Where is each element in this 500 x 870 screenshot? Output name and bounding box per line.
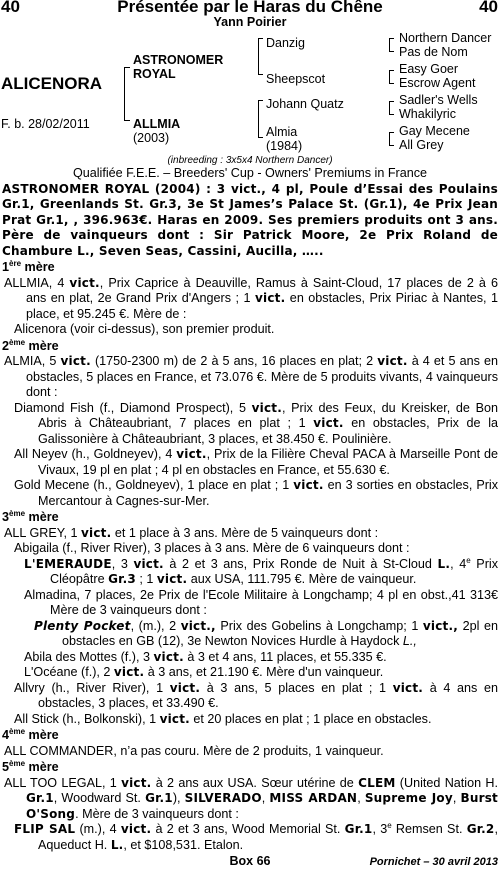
- second-dam-heading: 2ème mère: [2, 337, 59, 353]
- second-dam-entry: ALMIA, 5 vict. (1750-2300 m) de 2 à 5 ans, 16 places en plat; 2 vict. à 4 et 5 ans en obstacles, 5 places en France, et 73.076 €. Mère de 5 produits vivants, 4 vainqueurs dont :: [4, 354, 498, 399]
- dam-sire: Johann Quatz: [266, 97, 344, 111]
- produce-lemeraude: L'EMERAUDE, 3 vict. à 2 et 3 ans, Prix Ronde de Nuit à St-Cloud L., 4e Prix Cléopâtre Gr.3 ; 1 vict. aux USA, 111.795 €. Mère de vainqueur.: [24, 555, 498, 586]
- qualification-line: Qualifiée F.E.E. – Breeders' Cup - Owners' Premiums in France: [72, 166, 428, 180]
- inbreeding-note: (inbreeding : 3x5x4 Northern Dancer): [167, 155, 333, 166]
- produce-allvry: Allvry (h., River River), 1 vict. à 3 ans, 5 places en plat ; 1 vict. à 4 ans en obstacles, 3 places, et 33.490 €.: [14, 680, 498, 710]
- sire-name-2: ROYAL: [133, 67, 176, 81]
- sire-sire: Danzig: [266, 36, 305, 50]
- sire-name-1: ASTRONOMER: [133, 53, 224, 67]
- fourth-dam-heading: 4ème mère: [2, 726, 59, 742]
- sire-paragraph: ASTRONOMER ROYAL (2004) : 3 vict., 4 pl, Poule d’Essai des Poulains Gr.1, Greenlands St. Gr.3, 3e St James’s Palace St. (Gr.1), 4e Prix Jean Prat Gr.1, , 396.963€. Haras en 2009. Ses premiers produits ont 3 ans. Père de vainqueurs dont : Sir Patrick Moore, 2e Prix Roland de Chambure L., Seven Seas, Cassini, Aucilla, …..: [2, 181, 498, 258]
- box-number: Box 66: [229, 854, 271, 868]
- page-title: Présentée par le Haras du Chêne: [117, 0, 383, 16]
- lot-number-left: 40: [1, 0, 20, 16]
- gen3-7: Gay Mecene: [399, 124, 470, 138]
- dam-dam-year: (1984): [266, 139, 303, 153]
- first-dam-entry: ALLMIA, 4 vict., Prix Caprice à Deauville, Ramus à Saint-Cloud, 17 places de 2 à 6 ans en plat, 2e Grand Prix d'Angers ; 1 vict. en obstacles, Prix Piriac à Nantes, 1 place, et 95.245 €. Mère de :: [4, 275, 499, 321]
- produce-almadina: Almadina, 7 places, 2e Prix de l'Ecole Militaire à Longchamp; 4 pl en obst.,41 313€ Mère de 3 vainqueurs dont :: [24, 587, 498, 617]
- dam-year: (2003): [133, 131, 170, 145]
- gen3-3: Easy Goer: [399, 62, 459, 76]
- produce-diamond-fish: Diamond Fish (f., Diamond Prospect), 5 vict., Prix des Feux, du Kreisker, de Bon Abris à Châteaubriant, 7 places en plat ; 1 vict. en obstacles, Prix de la Galissonière à Châteaubriant, 3 places, et 38.450 €. Poulinière.: [14, 400, 499, 446]
- gen3-6: Whakilyric: [399, 107, 456, 121]
- fifth-dam-entry: ALL TOO LEGAL, 1 vict. à 2 ans aux USA. Sœur utérine de CLEM (United Nation H. Gr.1, Woodward St. Gr.1), SILVERADO, MISS ARDAN, Supreme Joy, Burst O'Song. Mère de 3 vainqueurs dont :: [4, 775, 499, 821]
- fourth-dam-entry: ALL COMMANDER, n’a pas couru. Mère de 2 produits, 1 vainqueur.: [4, 743, 384, 758]
- produce-all-neyev: All Neyev (h., Goldneyev), 4 vict., Prix de la Filière Cheval PACA à Marseille Pont de Vivaux, 19 pl en plat ; 4 pl en obstacles en France, et 55.630 €.: [14, 447, 498, 477]
- lot-number-right: 40: [479, 0, 498, 16]
- produce-all-stick: All Stick (h., Bolkonski), 1 vict. et 20 places en plat ; 1 place en obstacles.: [14, 711, 432, 726]
- sale-date: Pornichet – 30 avril 2013: [369, 856, 498, 868]
- produce-locEane: L'Océane (f.), 2 vict. à 3 ans, et 21.190 €. Mère d'un vainqueur.: [24, 665, 384, 679]
- first-dam-heading: 1ère mère: [2, 258, 55, 274]
- gen3-8: All Grey: [399, 138, 444, 152]
- produce-flip-sal: FLIP SAL (m.), 4 vict. à 2 et 3 ans, Wood Memorial St. Gr.1, 3e Remsen St. Gr.2, Aqueduct H. L., et $108,531. Etalon.: [14, 820, 498, 852]
- gen3-4: Escrow Agent: [399, 76, 476, 90]
- horse-name: ALICENORA: [1, 74, 103, 93]
- third-dam-entry: ALL GREY, 1 vict. et 1 place à 3 ans. Mère de 5 vainqueurs dont :: [4, 525, 379, 540]
- consignor: Yann Poirier: [213, 15, 287, 29]
- horse-info: F. b. 28/02/2011: [1, 117, 90, 131]
- sire-dam: Sheepscot: [266, 72, 326, 86]
- produce-plenty-pocket: Plenty Pocket, (m.), 2 vict., Prix des Gobelins à Longchamp; 1 vict., 2pl en obstacles en GB (12), 3e Newton Novices Hurdle à Haydock L.,: [34, 618, 498, 648]
- gen3-5: Sadler's Wells: [399, 93, 478, 107]
- third-dam-heading: 3ème mère: [2, 508, 59, 524]
- first-dam-produce: Alicenora (voir ci-dessus), son premier produit.: [14, 322, 275, 336]
- dam-name: ALLMIA: [133, 117, 181, 131]
- dam-dam: Almia: [266, 125, 298, 139]
- fifth-dam-heading: 5ème mère: [2, 758, 59, 774]
- gen3-1: Northern Dancer: [399, 31, 492, 45]
- produce-abigaila: Abigaila (f., River River), 3 places à 3 ans. Mère de 6 vainqueurs dont :: [14, 541, 410, 555]
- gen3-2: Pas de Nom: [399, 45, 468, 59]
- produce-gold-mecene: Gold Mecene (h., Goldneyev), 1 place en plat ; 1 vict. en 3 sorties en obstacles, Prix Mercantour à Cagnes-sur-Mer.: [14, 478, 499, 508]
- catalogue-body: [2, 166, 498, 853]
- produce-abila: Abila des Mottes (f.), 3 vict. à 3 et 4 ans, 11 places, et 55.335 €.: [24, 649, 387, 664]
